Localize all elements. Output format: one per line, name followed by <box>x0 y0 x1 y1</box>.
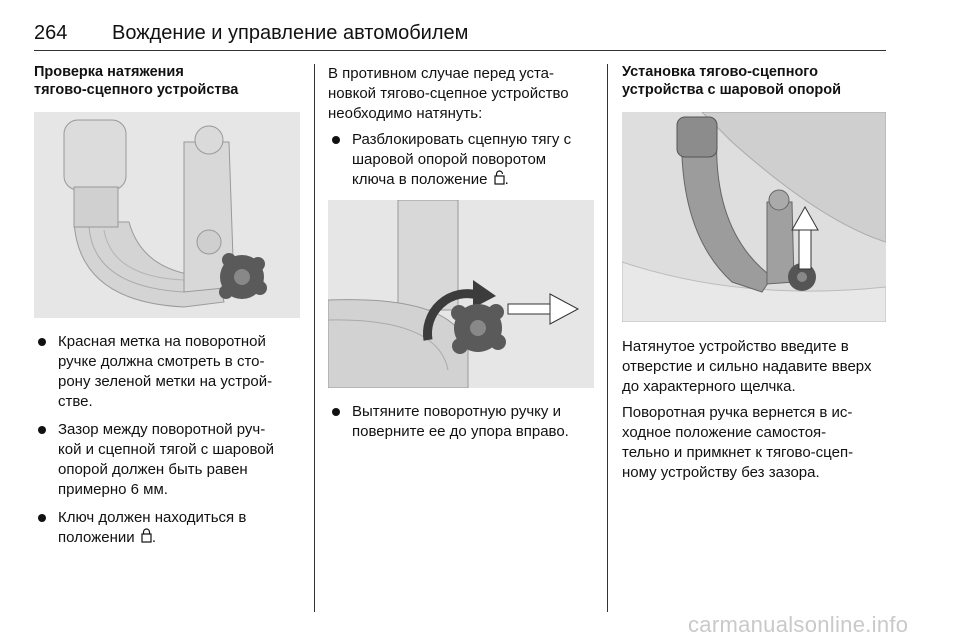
check-list <box>34 332 300 548</box>
bullet-icon <box>38 338 46 346</box>
lock-icon <box>141 528 152 543</box>
tension-list-2 <box>328 402 596 442</box>
section-heading <box>622 64 888 99</box>
install-text-1: Натянутое устройство введите в отверстие и сильно надавите вверх до характерного щелчка. <box>622 338 872 395</box>
column-divider <box>314 64 315 612</box>
bullet-icon <box>332 136 340 144</box>
column-tensioning <box>328 64 596 442</box>
list-item: Разблокировать сцепную тягу с шаровой опорой поворотом ключа в положение . <box>328 130 596 190</box>
list-item: Красная метка на поворотной ручке должна смотреть в сто- рону зеленой метки на устрой- стве. <box>34 332 300 412</box>
unlock-icon <box>494 170 505 185</box>
heading-line: тягово-сцепного устройства <box>34 81 239 98</box>
column-check-tension <box>34 64 300 548</box>
watermark: carmanualsonline.info <box>688 612 909 637</box>
list-item: Ключ должен находиться в положении . <box>34 508 300 548</box>
rotary-knob <box>451 304 506 354</box>
intro-text: В противном случае перед уста- новкой тягово-сцепное устройство необходимо натянуть: <box>328 65 569 122</box>
page-header <box>34 20 886 51</box>
heading-line: устройства с шаровой опорой <box>622 81 842 98</box>
towbar-illustration <box>34 112 300 318</box>
section-heading <box>34 64 300 99</box>
install-text-2: Поворотная ручка вернется в ис- ходное положение самостоя- тельно и примкнет к тягово-сцеп- ному устройству без зазора. <box>622 404 854 481</box>
bullet-icon <box>38 514 46 522</box>
page-title: Вождение и управление автомобилем <box>112 22 469 44</box>
bullet-icon <box>332 408 340 416</box>
list-item: Зазор между поворотной руч- кой и сцепной тягой с шаровой опорой должен быть равен примерно 6 мм. <box>34 420 300 500</box>
figure-knob-pull <box>328 200 594 388</box>
page-number: 264 <box>34 22 68 44</box>
arrow-right-icon <box>508 294 578 324</box>
heading-line: Установка тягово-сцепного <box>622 64 819 80</box>
column-installation <box>622 64 888 483</box>
column-divider <box>607 64 608 612</box>
figure-towbar-check <box>34 112 300 318</box>
installation-illustration <box>622 112 886 322</box>
heading-line: Проверка натяжения <box>34 64 184 80</box>
bullet-icon <box>38 426 46 434</box>
tension-list-1 <box>328 130 596 190</box>
rotary-knob <box>219 253 267 299</box>
list-item: Вытяните поворотную ручку и поверните ее до упора вправо. <box>328 402 596 442</box>
knob-pull-illustration <box>328 200 594 388</box>
figure-towbar-install <box>622 112 886 322</box>
